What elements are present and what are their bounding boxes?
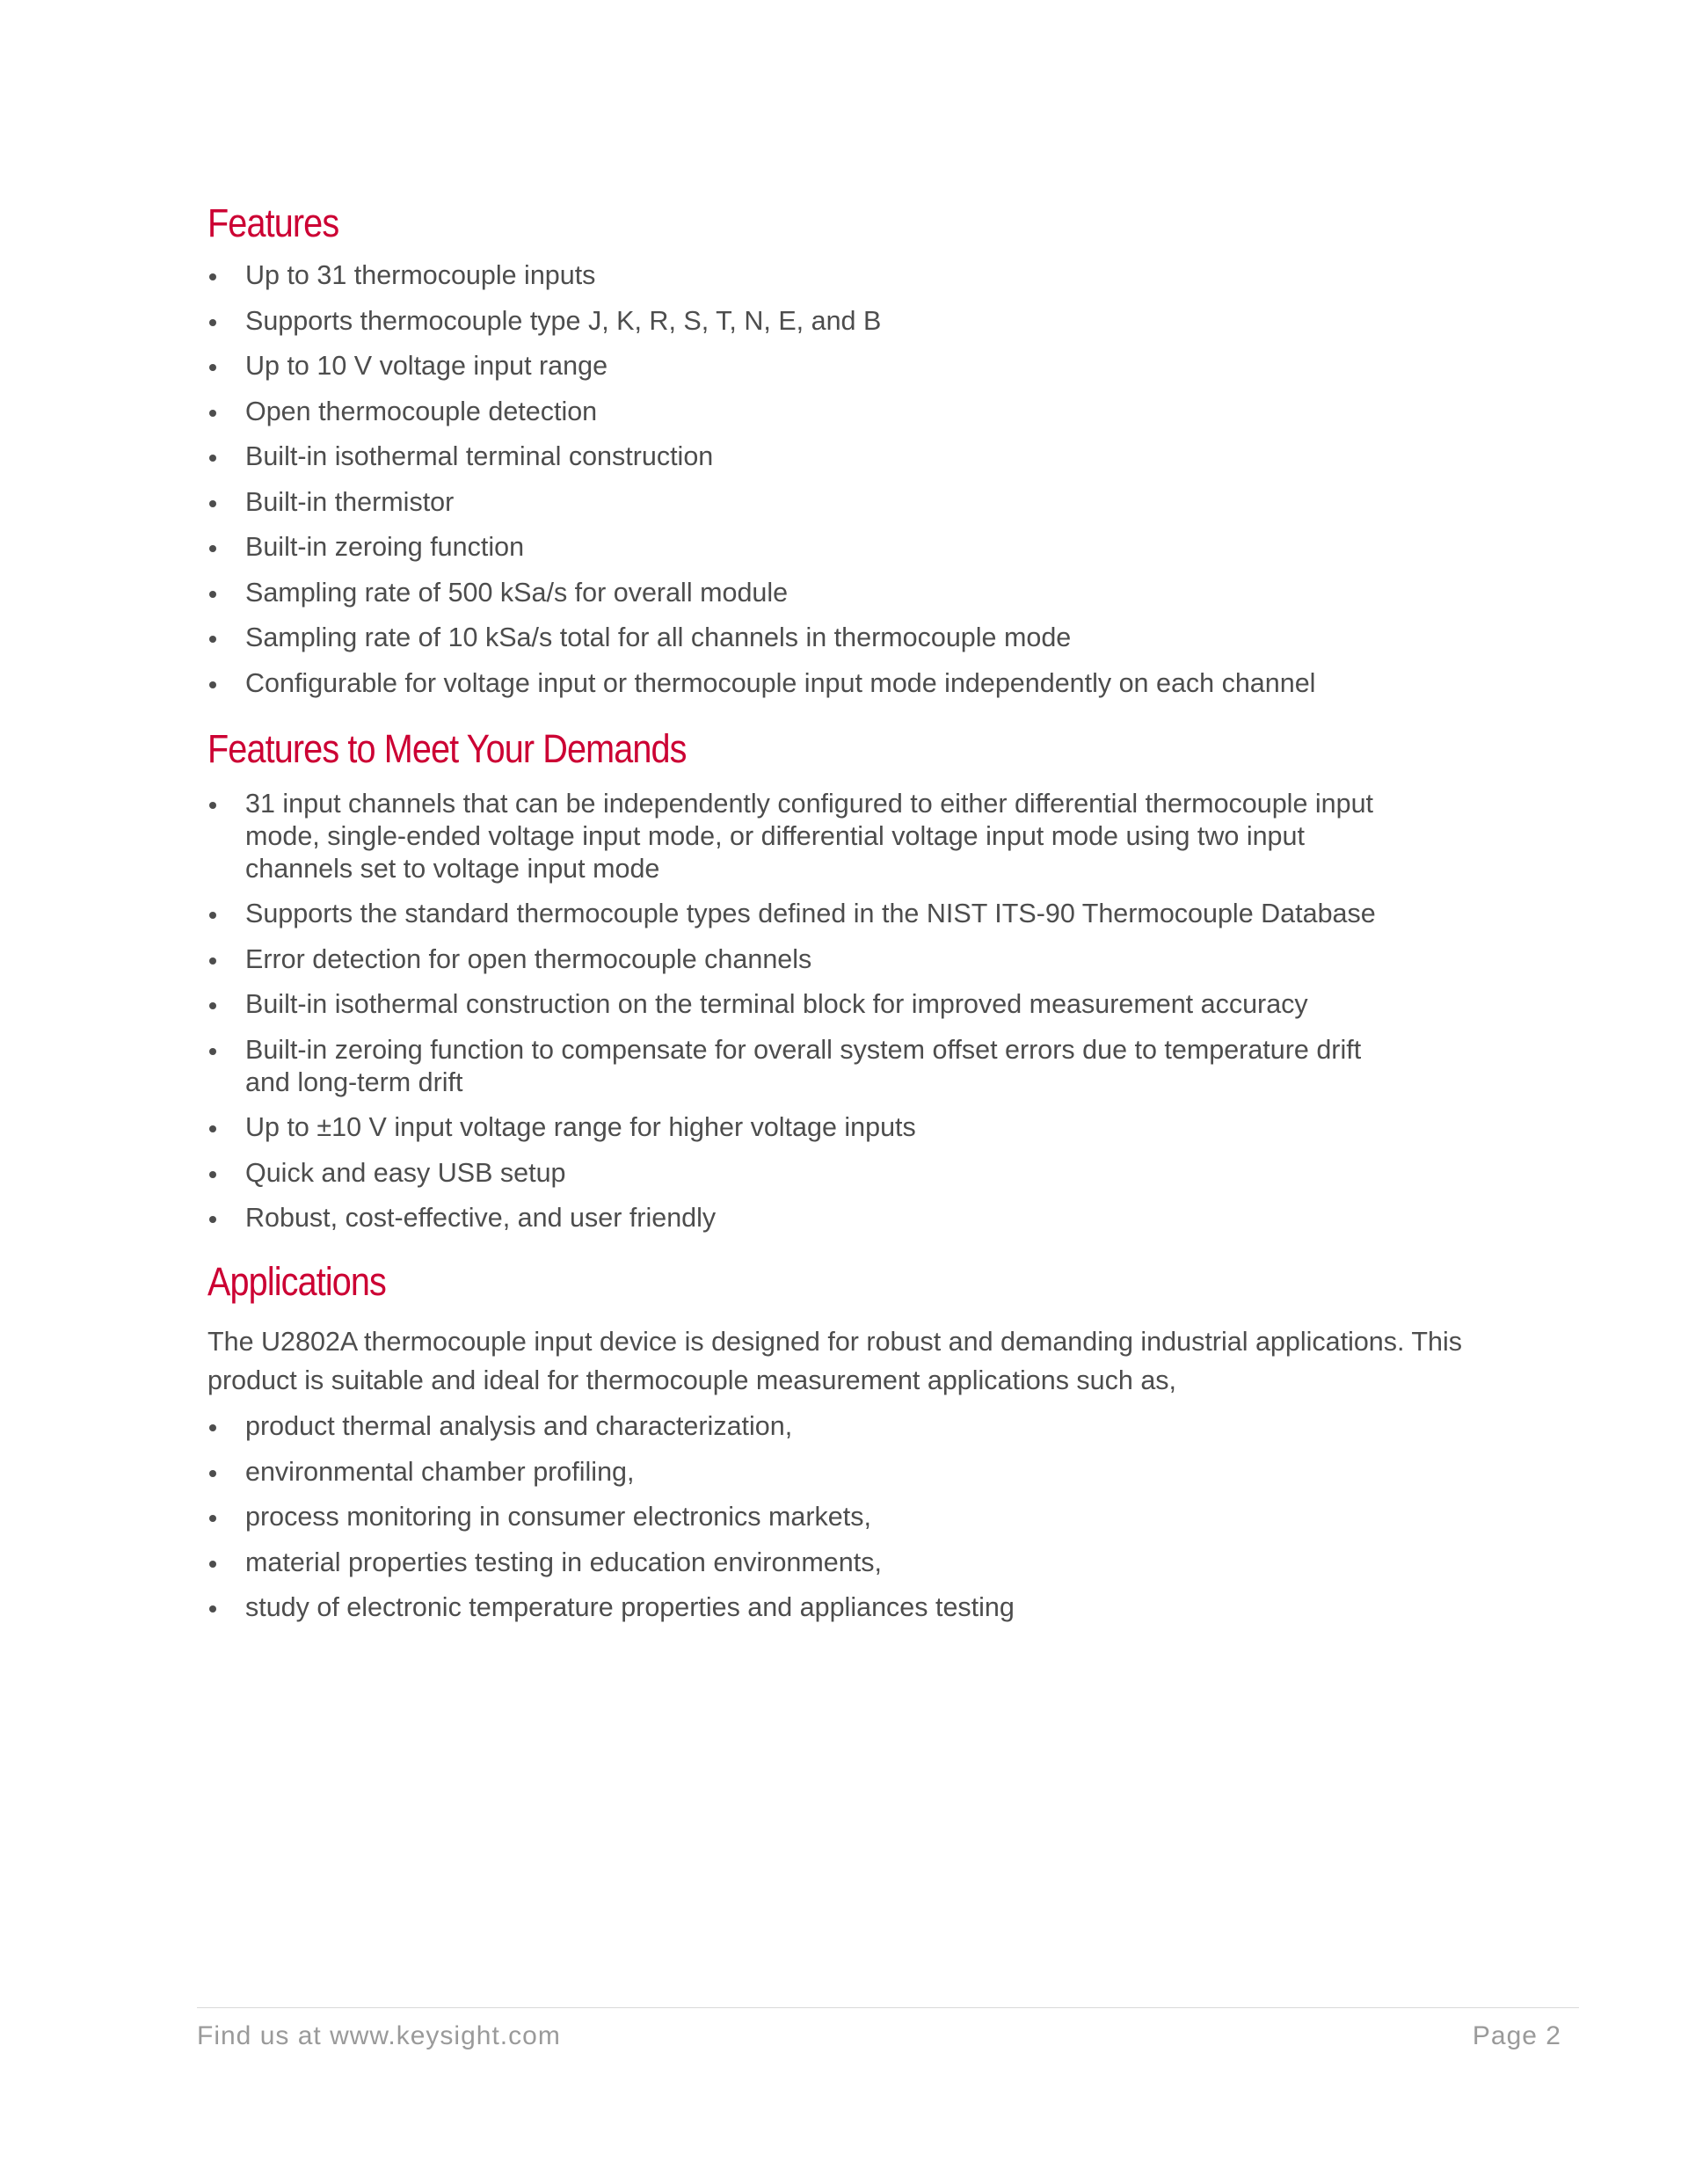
list-item: Sampling rate of 500 kSa/s for overall module bbox=[207, 577, 1538, 609]
list-item: Up to 10 V voltage input range bbox=[207, 350, 1538, 382]
section-heading-features: Features bbox=[207, 200, 339, 245]
list-item: study of electronic temperature properties and appliances testing bbox=[207, 1591, 1538, 1624]
list-item: Supports the standard thermocouple types defined in the NIST ITS-90 Thermocouple Database bbox=[207, 898, 1406, 930]
features-list bbox=[207, 259, 1544, 700]
list-item: Configurable for voltage input or thermocouple input mode independently on each channel bbox=[207, 667, 1538, 700]
list-item: Built-in thermistor bbox=[207, 486, 1538, 519]
footer-page-number: Page 2 bbox=[1472, 2021, 1561, 2050]
list-item: Built-in isothermal construction on the terminal block for improved measurement accuracy bbox=[207, 988, 1406, 1021]
list-item: Quick and easy USB setup bbox=[207, 1157, 1406, 1190]
applications-paragraph: The U2802A thermocouple input device is designed for robust and demanding industrial applications. This product is suitable and ideal for thermocouple measurement applications such as, bbox=[207, 1327, 1463, 1395]
applications-list bbox=[207, 1410, 1544, 1624]
demands-list bbox=[207, 788, 1544, 1235]
list-item: environmental chamber profiling, bbox=[207, 1456, 1538, 1489]
list-item: Built-in zeroing function bbox=[207, 531, 1538, 564]
page-content bbox=[207, 195, 1544, 1637]
footer-website-text: Find us at www.keysight.com bbox=[197, 2021, 561, 2050]
list-item: Open thermocouple detection bbox=[207, 396, 1538, 428]
list-item: Supports thermocouple type J, K, R, S, T, N, E, and B bbox=[207, 305, 1538, 338]
footer-divider bbox=[197, 2007, 1579, 2008]
list-item: Robust, cost-effective, and user friendly bbox=[207, 1202, 1406, 1234]
list-item: Built-in isothermal terminal construction bbox=[207, 440, 1538, 473]
list-item: Built-in zeroing function to compensate for overall system offset errors due to temperature drift and long-term drift bbox=[207, 1034, 1406, 1099]
list-item: product thermal analysis and characterization, bbox=[207, 1410, 1538, 1443]
section-heading-applications: Applications bbox=[207, 1259, 386, 1304]
list-item: process monitoring in consumer electronics markets, bbox=[207, 1501, 1538, 1533]
list-item: Up to 31 thermocouple inputs bbox=[207, 259, 1538, 292]
section-heading-demands: Features to Meet Your Demands bbox=[207, 725, 687, 771]
list-item: Error detection for open thermocouple channels bbox=[207, 943, 1406, 976]
list-item: Up to ±10 V input voltage range for higher voltage inputs bbox=[207, 1111, 1406, 1144]
list-item: material properties testing in education environments, bbox=[207, 1547, 1538, 1579]
list-item: Sampling rate of 10 kSa/s total for all channels in thermocouple mode bbox=[207, 622, 1538, 654]
list-item: 31 input channels that can be independently configured to either differential thermocouple input mode, single-ended voltage input mode, or differential voltage input mode using two input channels set to voltage input mode bbox=[207, 788, 1406, 885]
